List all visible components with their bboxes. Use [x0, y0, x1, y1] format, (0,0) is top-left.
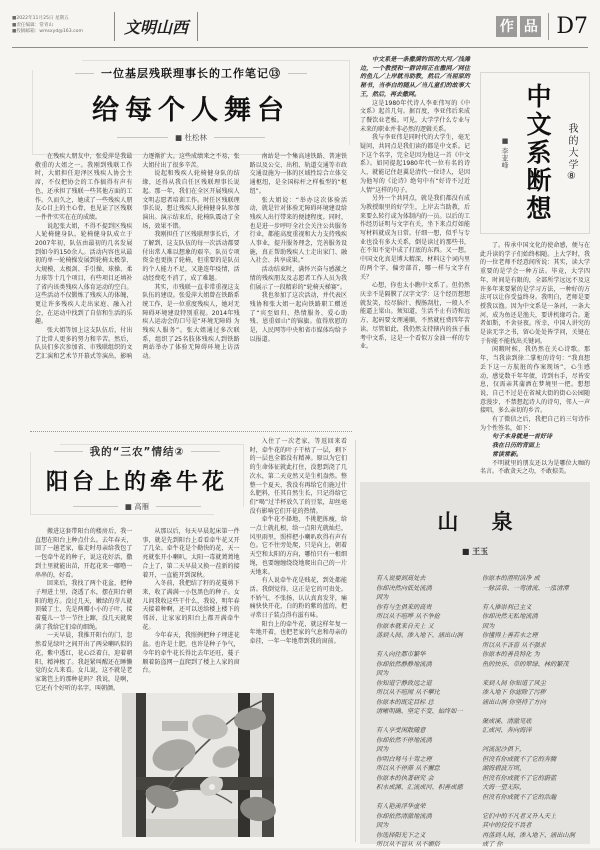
poem-line: 大海一望无际，	[482, 784, 526, 791]
poem-line: 积水成渊、汇流成河、积善成德	[376, 784, 463, 791]
article3-paragraph: 闲暇时候，我仍然在关心诗歌。那年，当我读到徐二掌柜的诗句：“我真想丢下这一方肮脏的作案现场”，心生感动，感觉数千年年债，诗到右手，尽皆安息，仅需亲其蒲洒在梦境里一把。想想说，自己不过是在省城大街的街心公园随意漫步，不禁想起诗人的诗句，邻人一声接唱，多么亲切的乡音。	[480, 346, 590, 415]
poem-line: 有人享受闲散随意	[376, 727, 426, 734]
article1-paragraph: 在残疾人朋友中，张爱萍是我最敬重的大姐之一。我刚到残联工作时，大姐担任迎泽区残疾人协会主席，不仅把协会的工作搞得有声有色，还承担了残联一些其他方面的工作。久而久之，她成了一些残疾人朋友心目上的主心骨，也见证了区残联一件件实实在在的成绩。	[35, 153, 133, 221]
poem-line: 所以从不停滞 从不懈怠	[376, 765, 440, 772]
article1-paragraph: 说起和残疾人轮椅健身队的结缘，还得从我自任区残联理事长说起。那一年，我们在全区开展残疾人文明志愿者培训工作。时任区残联理事长说，想让残疾人轮椅健身队参加演出。演示结束后，轮椅队震动了全场，效果不错。	[142, 170, 240, 230]
rule-line	[214, 137, 265, 138]
article1-paragraph: 说起张大姐，不得不提到区残疾人轮椅健身队。轮椅健身队成立于2007年初，队伍由最初的几名发展到如今的150余人。活动内容也从最初的单一轮椅操发展到轮椅太极拳、大规模、太极剑、手引操、球操、柔力球等十几个项目，有些项目还填补了省内该类残疾人体育运动的空白。这些活动不仅锻炼了残疾人的体魄，更让许多残疾人走出家庭、融入社会，在运动中找到了自信和生活的乐趣。	[35, 222, 133, 326]
masthead-info	[12, 16, 108, 36]
poem-line: 你选择阳光下之义	[376, 831, 426, 839]
article3-column-1	[360, 56, 470, 476]
article1-paragraph: 张大姐等加上这支队伍后，付出了比常人更多的努力和辛苦。然后，队员们多次参加省、市残联组织的文艺汇演和艺术节开幕式等演出，影响力逐渐扩大。这些成绩来之不易，张大姐付出了很多辛苦。	[35, 153, 240, 361]
date-line: ■2022年11月25日 星期五	[12, 15, 69, 21]
headline-frame	[30, 452, 214, 515]
poem-line: 渗入地下 你滤除了污秽	[482, 689, 546, 696]
poem-body	[376, 574, 582, 848]
poem-line: 你却决然无私地流淌	[482, 613, 538, 620]
article3-signature-lines	[480, 433, 590, 459]
poem-line: 但没有你成就不了它的蔚蓝	[482, 774, 557, 782]
section-divider	[548, 13, 549, 40]
rule-line	[75, 73, 94, 74]
poem-line: 鱼的快乐、草的翠绿、林的繁茂	[482, 660, 569, 668]
article1-header	[30, 56, 352, 143]
article1-paragraph: 南站是一个集高速铁路、普速铁路以及公交、出租、轨道交通等市政交通设施为一体的区域性综合立体交通枢纽，是全国标杆之样板型的“枢纽”。	[249, 153, 347, 195]
page-number: D7	[556, 13, 588, 39]
poem-line	[376, 641, 476, 651]
poem-line: 所以从不喧哗 从不争抢	[376, 613, 440, 620]
section-char-block: 作	[496, 16, 517, 37]
poem-column-right	[482, 574, 582, 848]
article-gei-mei-ge-ren-wu-tai	[30, 56, 352, 428]
article3-kicker: 我的大学⑧	[566, 122, 577, 184]
article1-kicker: 一位基层残联理事长的工作笔记⑬	[101, 67, 281, 80]
poem-line: 因为	[376, 822, 389, 829]
photo-illustration	[122, 693, 274, 837]
article2-title: 阳台上的牵牛花	[45, 470, 228, 495]
poem-byline: ■ 王玉	[461, 547, 489, 556]
poem-line: 涌出山涧 你坚持了方向	[482, 698, 546, 706]
poem-line: 再落到人间、渗入地下、涌出山涧	[482, 831, 575, 839]
article3-column-2	[480, 56, 590, 476]
article2-paragraph: 一天早晨，我推开阳台的门，忽然看见绿叶之间开出了两朵喇叭似的花，紫中透红，花心泛着白，迎着朝阳，精神极了。我赶紧叫醒还在睡懒觉的女儿来看。女儿说，这不就是老家篱笆上的那种花吗？我说，是啊，它还有个好听的名字，叫朝颜。	[35, 632, 133, 692]
masthead-rule	[12, 47, 588, 48]
article2-paragraph: 有人说牵牛花是贱花，到处都能活。我倒觉得，这正是它的可贵处。不娇气、不张扬，认认真真发芽，痛痛快快开花，白的粉的紫的蓝的，把寻常日子装点得有滋有味。	[249, 577, 347, 620]
section-label	[493, 13, 588, 40]
poem-shan-quan	[360, 482, 590, 848]
poem-line: 你却依然清澈地流淌	[376, 812, 432, 820]
article3-col1-paragraphs	[360, 100, 470, 352]
poem-line: 一脉活泉、一弯清流、一泓清潭	[482, 584, 569, 592]
masthead	[12, 8, 588, 44]
poem-line: 因为	[482, 622, 495, 630]
poem-column-left	[376, 574, 476, 848]
poem-line: 因为	[376, 594, 389, 601]
article1-paragraph: 我刚担任了区残联理事长后，才了解到，这支队伍的每一次活动都要付出常人难以想象的艰辛。队员专项资金也更换了轮椅，但重要的是队员的个人能力不足，又逢连年疫情，活动经费吃不消了，成了难题。	[142, 231, 240, 282]
poem-line: 所以从不喧闹 从不攀比	[376, 689, 440, 696]
column-divider	[355, 440, 356, 842]
article3-paragraph: 有了微信之后，我把自己的三句诗作为个性签名，如下：	[480, 416, 590, 432]
poem-line: 有人推崇利己主义	[482, 603, 532, 611]
poem-line: 你知道宁静致远之道	[376, 679, 432, 687]
poem-line: 清晰明确、坚定不变、始终如一	[376, 708, 463, 715]
article2-header	[30, 444, 244, 524]
poem-line: 它们中的不凡者又升入天上	[482, 812, 557, 820]
article-zhong-wen-xi-duan-xiang	[360, 56, 590, 476]
article3-paragraph: 心想，你也太小瞧中文系了。但仍然庆幸不是隔膜了汉字文学：这个经历想想就发笑，绞尽脑汁、搜肠刮肚，一般人不能逼上梁山。须知道，生活不止有诗和远方，起码要文理通顺，不然就枉费四年苦读。尽管如此，我仍然支持辖内的孩子报考中文系，这是一个看似万金油一样的专业。	[360, 282, 470, 351]
article2-paragraph: 牵牛花不择地，不挑肥拣瘦，给一点土就扎根，给一点阳光就灿烂，风里雨里，照样把小喇叭吹得有声有色。它不往旁处爬，只是向上，朝着天空和太阳的方向，哪怕只有一根细绳，也要缠缠绕绕地爬出自己的一片天地来。	[249, 516, 347, 576]
poem-line: 你却依然静静地流淌	[376, 660, 432, 668]
article3-poem-quote: 中文系是一条撒满钓饵的大河／浅滩边，一个教授和一群讲师正在撒网／网住的鱼儿／上岸就当助教，然后／当屈原的秘书，当李白的随从／当儿童们的故事大王，然后，再去撒网。	[360, 56, 470, 98]
article2-paragraph: 入住了一次老家，等返回来看时，牵牛花的叶子干枯了一层，剩下的一层也全都没有精神。原以为它们的生命体征就此打住，没想到浇了几次水，第二天竟然又是生机盎然。整整一个夏天，我没有再给它们施过什么肥料，任其自然生长，只记得给它们“喝”过半杯放久了的豆浆，却丝毫没有影响它们开花的热情。	[249, 438, 347, 515]
article2-paragraph: 从那以后，每天早晨起床第一件事，就是先到阳台上看看牵牛花又开了几朵。牵牛花是个勤快的花，天一亮就张开小喇叭，太阳一毒就蔫蔫地合上了，第二天早晨又换一茬新的接着开，一直能开到深秋。	[142, 528, 240, 579]
poem-line	[482, 669, 582, 679]
article2-paragraph: 搬进这套带阳台的楼房后，我一直想在阳台上种点什么。去年春天，回了一趟老家，临走时母亲给我包了一包牵牛花的种子，说这花好活，撒到土里就能出苗，开起花来一嘟噜一串串的，好看。	[35, 528, 133, 579]
article3-header	[480, 72, 590, 234]
poem-line: 你却依然不停地流淌	[376, 736, 432, 744]
poem-line: 你有与生俱来的高贵	[376, 603, 432, 611]
article3-closing: 不明就里的朋友还以为是哪位大咖的名言。不敢贪天之功，不敢掠美。	[480, 459, 590, 476]
poem-line: 有人向往都市繁华	[376, 651, 426, 658]
photo-window-frame	[136, 693, 146, 837]
poem-line	[376, 793, 476, 803]
paper-logo: 文明山西	[114, 12, 198, 41]
poem-line: 其中的佼佼不畏者	[482, 822, 532, 829]
poem-line: 所以从不盲从 从不媚俗	[376, 841, 440, 848]
poem-line: 聚成溪、清澈见底	[482, 717, 532, 725]
poem-line: 湖海碧波万顷，	[482, 765, 526, 772]
poem-line	[482, 802, 582, 812]
poem-line: 你原本就来自天上 又	[376, 622, 434, 630]
article1-paragraph: 活动结束时，满怀兴奋与感激之情的残疾朋友及志愿者工作人员为我们展示了一段精彩的“轮椅天梯赛”。	[249, 266, 347, 291]
article3-col2-paragraphs	[480, 242, 590, 433]
poem-line	[482, 593, 582, 603]
article2-kicker: 我的“三农”情结②	[89, 446, 185, 458]
poem-line: 你却决然向低处流淌	[376, 584, 432, 592]
poem-line: 因为	[376, 746, 389, 753]
article1-body	[35, 153, 347, 426]
dotted-divider	[30, 431, 352, 432]
article3-paragraph: 另外一个共同点，就是我们都没有成为教授眼里的好学生，上岸去当助教，后来要么转行或为体制内的一员。以后的工作经历证明与文字有关，坐下来点灯如能写材料就成为日常。仔细一想，似乎与专业也没有多大关系，倒是读过的那些书，在不知不觉中成了打底的东西。又一想，中国文化真是博大精深，材料这个词内里的两个字，偏旁部首，哪一样与文字有关？	[360, 195, 470, 281]
poem-line: 你原本的既定目标 总	[376, 698, 434, 706]
editor-line: ■责任编辑：常青山	[12, 22, 54, 28]
poem-line: 所以从不吝啬 从不强求	[482, 641, 546, 649]
article1-paragraph: 其实，市残联一直非常重视这支队伍的建设。张爱萍大姐曾在铁路系统工作，是一位重度残疾人，她对无障碍环境建设特别重视。2014年残疾人运动会的口号是“环境无障碍 为残疾人服务”。张大姐通过多次联系，组织了25名肢体残疾人到铁路两站举办了体验无障碍环境上访活动。	[142, 283, 240, 361]
article3-paragraph: 这是1980年代诗人李亚伟写的《中文系》起首几句。据百度，李亚伟后来成了餐饮业老板。可见，大学学什么专业与未来的职业并非必然的逻辑关系。	[360, 99, 470, 133]
poem-line: 有人说要到高处去	[376, 575, 426, 582]
article1-paragraph: 我也参加了这次活动，并代表区残协和张大姐一起向铁路职工赠送了“宾至如归、热情服务、爱心助残、恩重如山”的锦旗。值得欣慰的是，人民网等中央和省市媒体均给予以报道。	[249, 292, 347, 343]
article3-paragraph: 我与李亚伟是同时代的大学生，毫无疑问，共同点是我们读的都是中文系。记下这个名字，完全是因为他这一首《中文系》。如同提起1980年代一位有名的诗人，就能记住赵翼是清代一位诗人，是因为他写的《论诗》绝句中有“好诗不过近人情”这样的句子。	[360, 134, 470, 194]
article-yang-tai-shang-de-qian-niu-hua	[30, 438, 352, 844]
article2-byline: ■ 高雁	[124, 502, 150, 511]
article1-title: 给每个人舞台	[92, 95, 290, 126]
poem-line: 河流泥沙俱下，	[482, 746, 526, 753]
poem-line: 你原本的澄明洁净 成	[482, 575, 540, 582]
poem-line: 你原本的执著研究 会	[376, 774, 434, 782]
article2-paragraph: 回来后，我找了两个花盆，把种子埋进土里，浇透了水，摆在阳台朝阳的地方。没过几天，嫩绿的芽儿就顶破了土，先是两瓣小小的子叶，接着蔓儿一节一节往上蹿，没几天就爬满了我给它们牵的细绳。	[35, 580, 133, 631]
poem-line: 汇成河、奔向海洋	[482, 727, 532, 734]
article3-signature-line: 句子本身就是一首好诗	[492, 433, 553, 441]
poem-line	[376, 717, 476, 727]
article3-title: 中文系断想	[523, 83, 552, 223]
poem-line: 落到人间、渗入地下、涌出山涧	[376, 632, 463, 639]
morning-glory-window-photo	[122, 693, 274, 837]
section-char-block: 品	[520, 16, 541, 37]
rule-line	[288, 73, 307, 74]
article3-signature-line: 我在日历的背面上	[492, 442, 541, 450]
poem-title: 山 泉	[437, 510, 526, 534]
poem-line: 但没有你成就不了它的浩瀚	[482, 793, 557, 801]
poem-line: 成了 你	[482, 841, 503, 848]
article3-signature-line: 常读常新。	[492, 450, 523, 458]
article1-kicker-row	[75, 65, 307, 81]
article1-paragraph: 张大姐说：“举办这次体验活动，就是针对体验无障碍环境建设给残疾人出行带来的便捷程度。同时，也是进一步呼吁全社会关注公共服务行业，都能高度重视和大力支持残疾人事业，提升服务理念，完善服务设施，真正帮助残疾人士走出家门、融入社会、共享成果。”	[249, 196, 347, 265]
email-line: ■投稿邮箱：wmsxyd@163.com	[12, 29, 83, 35]
article2-paragraph: 入冬前，我把结了籽的花蔓剪下来，收了满满一小包黑色的种子。女儿问我收这些干什么，我说，明年春天接着种啊，还可以送给楼上楼下的邻居，让家家的阳台上都开满牵牛花。	[142, 580, 240, 631]
article2-paragraph: 阳台上的牵牛花，就这样年复一年地开着，也把老家的气息和母亲的牵挂，一年一年地带到我的窗前。	[249, 620, 347, 646]
poem-line: 但没有你成就不了它的奔腾	[482, 755, 557, 763]
poem-line: 你原本的善良特化 为	[482, 651, 540, 658]
rule-line	[117, 137, 168, 138]
poem-line: 来到人间 你知道了风尘	[482, 679, 546, 687]
poem-line	[482, 736, 582, 746]
poem-line: 因为	[376, 670, 389, 677]
article2-paragraph: 今年春天，我照例把种子埋进花盆。也许是土肥，也许是种子争气，今年的牵牛花长得比去年还旺，蔓子顺着防盗网一直爬到了楼上人家的窗台。	[142, 632, 240, 675]
article1-byline-row	[117, 132, 265, 143]
poem-line: 有人艳羡浮华虚荣	[376, 803, 426, 810]
poem-line: 你懂得上善若水之理	[482, 632, 538, 639]
poem-line	[482, 707, 582, 717]
article3-byline: ■ 李亚峰	[501, 137, 509, 169]
article1-byline: ■ 杜松林	[175, 133, 207, 142]
article3-paragraph: 了。传承中国文化的使命感，便与在此升读的学子们始终相随。上大学时，我的一位老师不经意间所说：其实，读大学重要的是学会一种方法。毕竟，大学四年，时间是有限的，全部所学远远不及这许多年来要紧的是学习方法，一种好的方法可以让你受益终身。我明白，老师是要授我以渔。因为中文系是一条河，一条大河，成为鱼还是渔夫，要讲机缘巧合。逝者如斯，不舍昼夜。所幸，中国人讲究的是读无字之书，留心处处皆学问，关键在于你能不能找出关键词。	[480, 242, 590, 345]
poem-line: 你明白驽马十驾之理	[376, 755, 432, 763]
